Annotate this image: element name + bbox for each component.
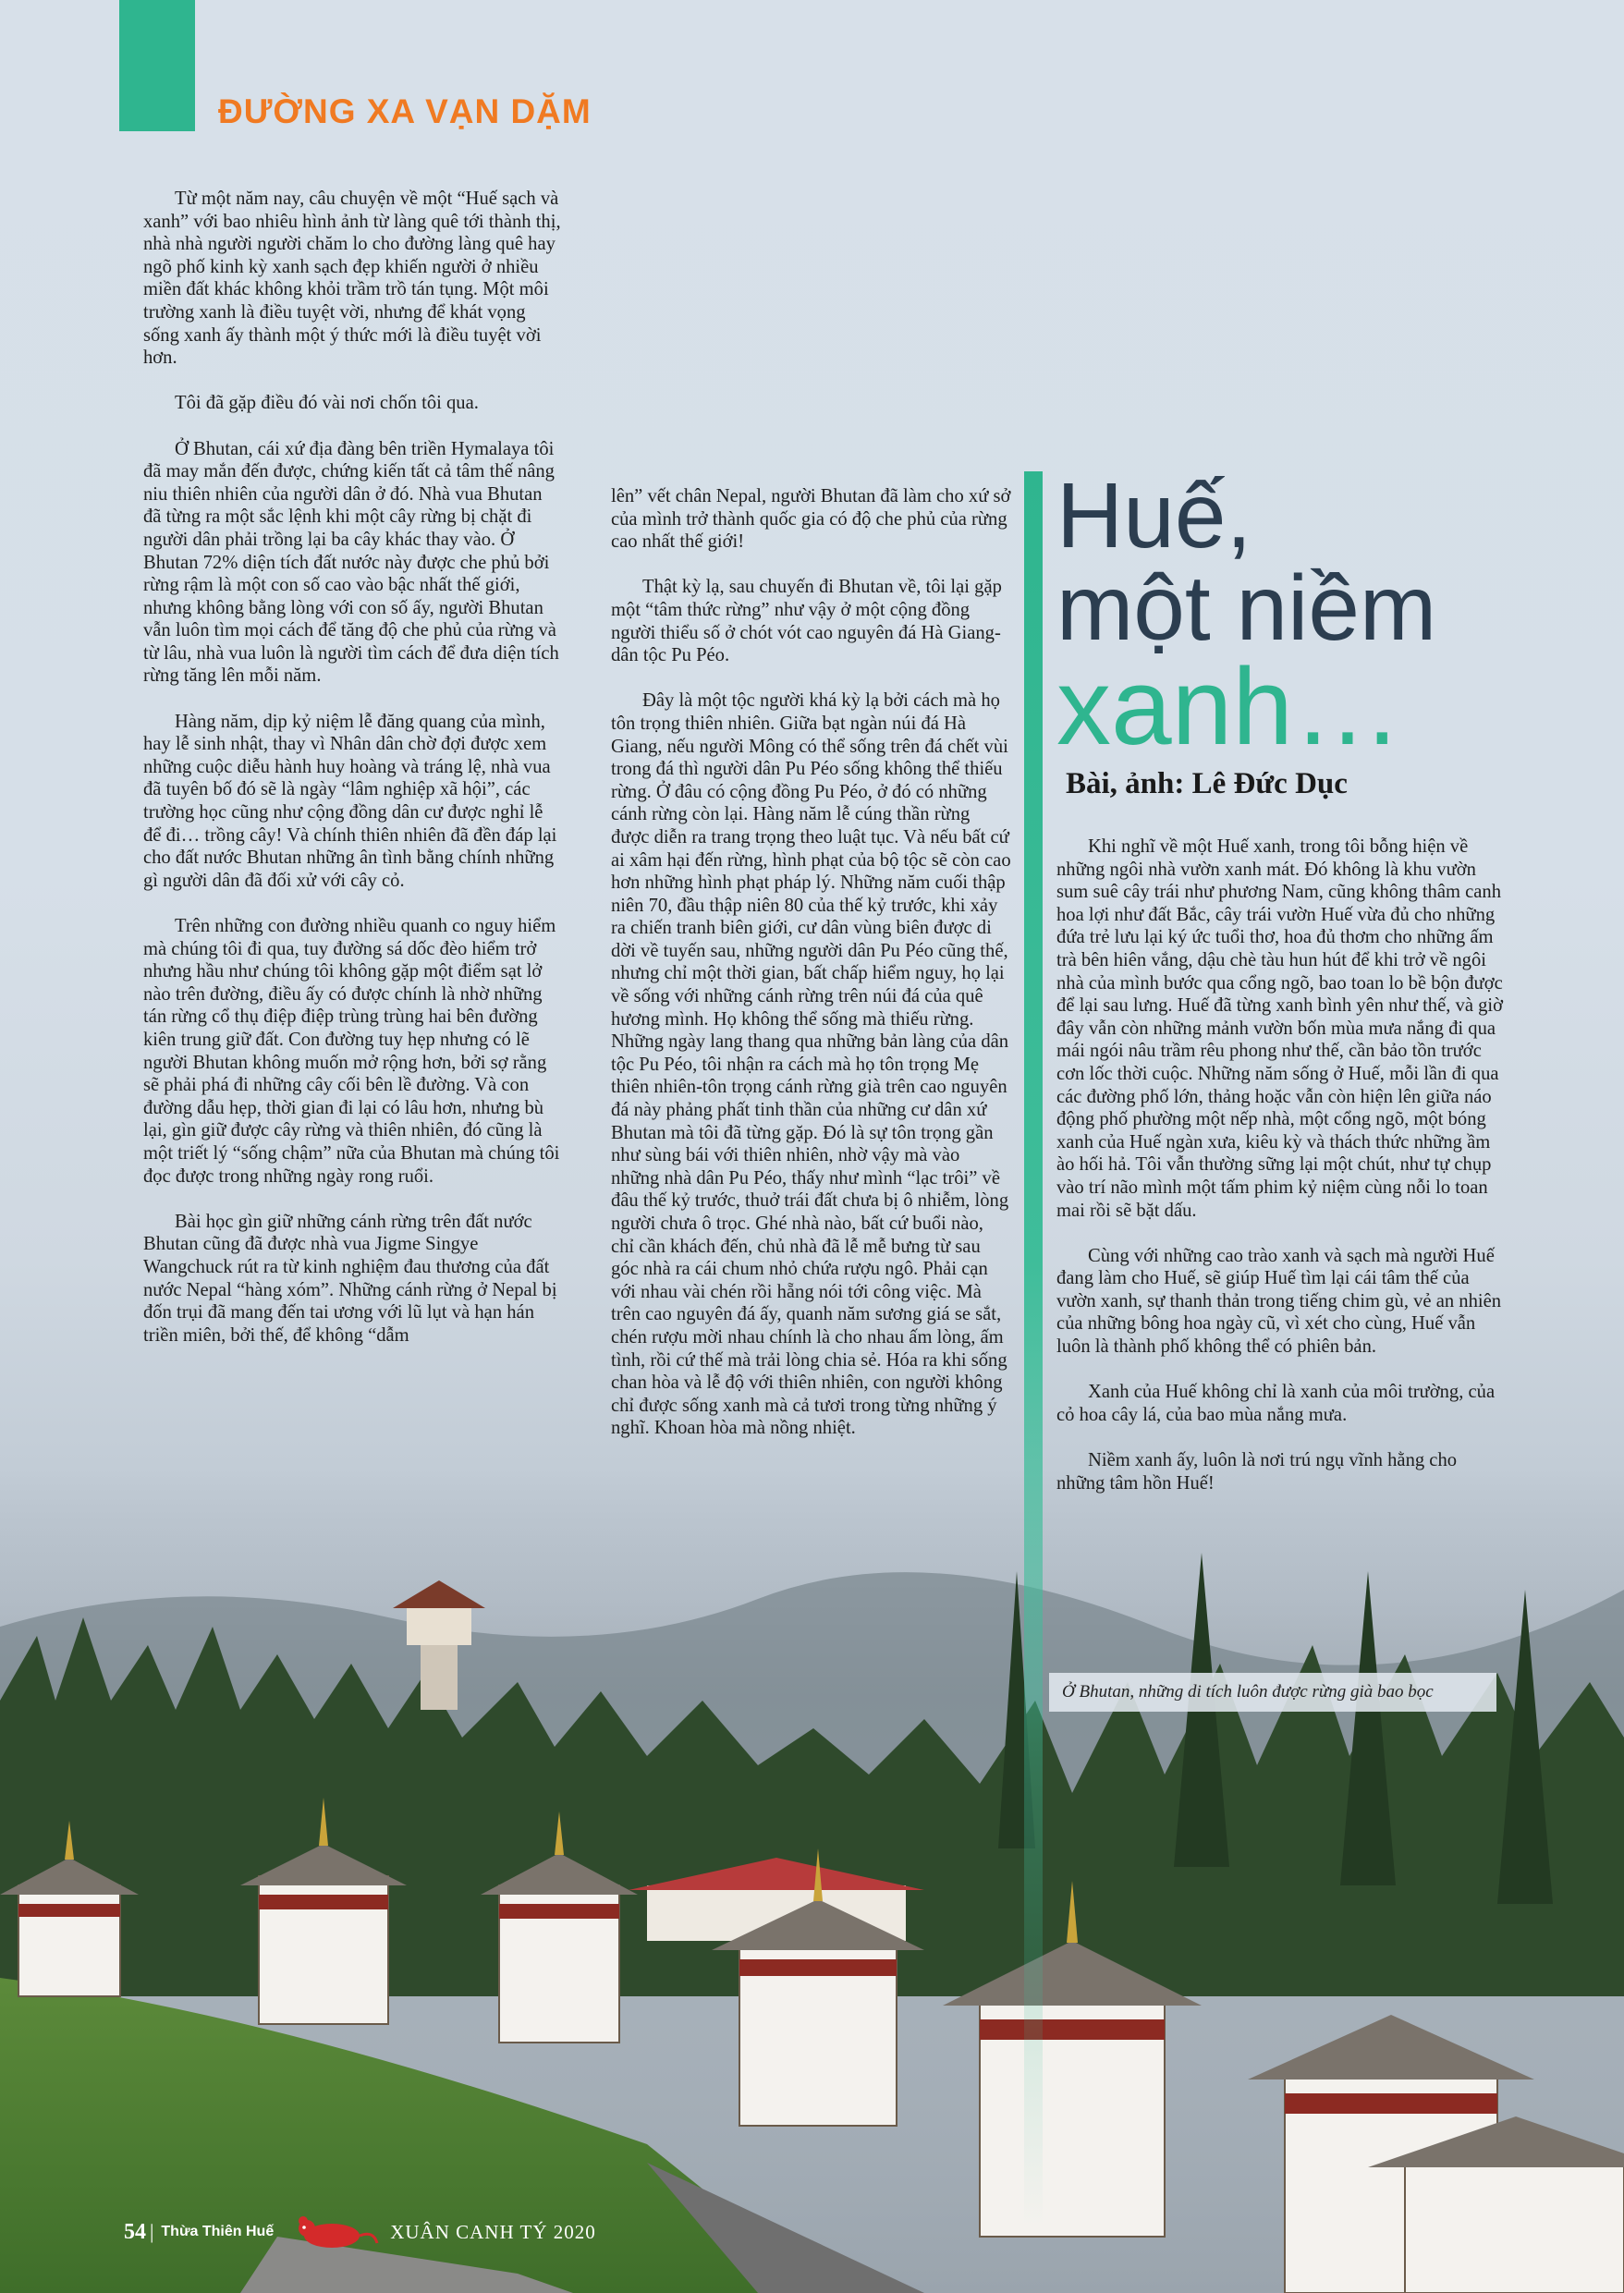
paragraph: Xanh của Huế không chỉ là xanh của môi trường, của cỏ hoa cây lá, của bao mùa nắng mưa. <box>1056 1382 1496 1425</box>
paragraph: Thật kỳ lạ, sau chuyến đi Bhutan về, tôi lại gặp một “tâm thức rừng” như vậy ở một cộng đồng người thiểu số ở chót vót cao nguyên đá Hà Giang-dân tộc Pu Péo. <box>611 577 1002 666</box>
article-column-3 <box>1056 835 1508 1518</box>
paragraph: Khi nghĩ về một Huế xanh, trong tôi bỗng hiện về những ngôi nhà vườn xanh mát. Đó không là khu vườn sum suê cây trái như phương Nam, cũng không thâm canh hoa lợi như đất Bắc, cây trái vườn Huế vừa đủ cho những đứa trẻ lưu lại ký ức tuổi thơ, hoa đủ thơm cho những ấm trà bên hiên vắng, dậu chè tàu hun hút để khi trở về ngôi nhà của mình bước qua cổng ngõ, bao toan lo bề bộn được để lại sau lưng. Huế đã từng xanh bình yên như thế, và giờ đây vẫn còn những mảnh vườn bốn mùa mưa nắng đi qua mái ngói nâu trầm rêu phong như thế, cần bảo tồn trước cơn lốc thời cuộc. Những năm sống ở Huế, mỗi lần đi qua các đường phố lớn, thảng hoặc vẫn còn hiện lên giữa náo động phố phường một nếp nhà, một cổng ngõ, một bóng xanh của Huế ngàn xưa, kiêu kỳ và thách thức những ầm ào hối hả. Tôi vẫn thường sững lại một chút, như tự chụp vào trí não mình một tấm phim kỷ niệm cùng nỗi lo toan mai rồi sẽ bặt dấu. <box>1056 836 1504 1221</box>
article-column-2 <box>611 485 1011 1463</box>
headline <box>1056 464 1437 768</box>
page-footer <box>124 2214 596 2250</box>
magazine-name: Thừa Thiên Huế <box>161 2224 275 2239</box>
headline-line-2: một niềm <box>1056 556 1437 660</box>
section-title: ĐƯỜNG XA VẠN DẶM <box>218 92 592 130</box>
paragraph: Tôi đã gặp điều đó vài nơi chốn tôi qua. <box>175 393 479 414</box>
page-number: 54 <box>124 2219 146 2244</box>
paragraph: Trên những con đường nhiều quanh co nguy hiểm mà chúng tôi đi qua, tuy đường sá dốc đèo hiểm trở nhưng hầu như chúng tôi không gặp một điểm sạt lở nào trên đường, điều ấy có được chính là nhờ những tán rừng cổ thụ điệp điệp trùng trùng hai bên đường kiên trung giữ đất. Con đường tuy hẹp nhưng có lẽ người Bhutan không muốn mở rộng hơn, bởi sợ rằng sẽ phải phá đi những cây cối bên lề đường. Và con đường dẫu hẹp, thời gian đi lại có lâu hơn, nhưng bù lại, gìn giữ được cây rừng và thiên nhiên, đó cũng là một triết lý “sống chậm” nữa của Bhutan mà chúng tôi đọc được trong những ngày rong ruổi. <box>143 916 560 1187</box>
paragraph: Đây là một tộc người khá kỳ lạ bởi cách mà họ tôn trọng thiên nhiên. Giữa bạt ngàn núi đá Hà Giang, nếu người Mông có thể sống trên đá chết vùi trong đá thì người dân Pu Péo sống không thể thiếu rừng. Ở đâu có cộng đồng Pu Péo, ở đó có những cánh rừng còn lại. Hàng năm lễ cúng thần rừng được diễn ra trang trọng theo luật tục. Và nếu bất cứ ai xâm hại đến rừng, hình phạt của bộ tộc sẽ còn cao hơn những hình phạt pháp lý. Những năm cuối thập niên 70, đầu thập niên 80 của thế kỷ trước, khi xảy ra chiến tranh biên giới, cư dân vùng biên được di dời về tuyến sau, những người dân Pu Péo cũng thế, nhưng chỉ một thời gian, bất chấp hiểm nguy, họ lại về sống với những cánh rừng trên núi đá của quê hương mình. Họ không thể sống mà thiếu rừng. Những ngày lang thang qua những bản làng của dân tộc Pu Péo, tôi nhận ra cách mà họ tôn trọng Mẹ thiên nhiên-tôn trọng cánh rừng già trên cao nguyên đá này phảng phất tinh thần của những cư dân xứ Bhutan mà tôi đã từng gặp. Đó là sự tôn trọng gần như sùng bái với thiên nhiên, nhờ vậy mà vào những nhà dân Pu Péo, thấy như mình “lạc trôi” về đâu thế kỷ trước, thuở trái đất chưa bị ô nhiễm, lòng người chưa ô trọc. Ghé nhà nào, bất cứ buổi nào, chỉ cần khách đến, chủ nhà đã lễ mễ bưng từ sau góc nhà ra cái chum nhỏ chứa rượu ngô. Phải cạn với nhau vài chén rồi hẵng nói tới công việc. Mà trên cao nguyên đá ấy, quanh năm sương giá se sắt, chén rượu mời nhau chính là cho nhau ấm lòng, ấm tình, rồi cứ thế mà trải lòng chia sẻ. Hóa ra khi sống chan hòa và lễ độ với thiên nhiên, con người không chỉ được sống xanh mà cả tươi trong từng những ý nghĩ. Khoan hòa mà nồng nhiệt. <box>611 690 1011 1439</box>
paragraph: Niềm xanh ấy, luôn là nơi trú ngụ vĩnh hằng cho những tâm hồn Huế! <box>1056 1450 1458 1494</box>
paragraph: Ở Bhutan, cái xứ địa đàng bên triền Hymalaya tôi đã may mắn đến được, chứng kiến tất cả tâm thế nâng niu thiên nhiên của người dân ở đó. Nhà vua Bhutan đã từng ra một sắc lệnh khi một cây rừng bị chặt đi người dân phải trồng lại ba cây khác thay vào. Ở Bhutan 72% diện tích đất nước này được che phủ bởi rừng rậm là một con số cao vào bậc nhất thế giới, nhưng không bằng lòng với con số ấy, người Bhutan vẫn luôn tìm mọi cách để tăng độ che phủ của rừng và từ lâu, nhà vua luôn là người tìm cách để đưa diện tích rừng tăng lên mỗi năm. <box>143 438 559 687</box>
paragraph: Cùng với những cao trào xanh và sạch mà người Huế đang làm cho Huế, sẽ giúp Huế tìm lại cái tâm thế của vườn xanh, sự thanh thản trong tiếng chim gù, vẻ an nhiên của những bông hoa ngày cũ, vì xét cho cùng, Huế vẫn luôn là thành phố không thể có phiên bản. <box>1056 1245 1502 1358</box>
section-tab-bar <box>119 0 195 131</box>
headline-line-1: Huế, <box>1056 464 1252 567</box>
footer-separator: | <box>150 2220 154 2243</box>
bhutan-stupa-photo <box>0 1516 1624 2293</box>
photo-caption: Ở Bhutan, những di tích luôn được rừng già bao bọc <box>1049 1673 1496 1712</box>
article-column-1 <box>143 188 564 1370</box>
headline-line-3: xanh… <box>1056 646 1402 768</box>
paragraph: Bài học gìn giữ những cánh rừng trên đất nước Bhutan cũng đã được nhà vua Jigme Singye Wangchuck rút ra từ kinh nghiệm đau thương của đất nước Nepal “hàng xóm”. Những cánh rừng ở Nepal bị đốn trụi đã mang đến tai ương với lũ lụt và hạn hán triền miên, bởi thế, để không “dẫm <box>143 1211 557 1346</box>
byline: Bài, ảnh: Lê Đức Dục <box>1066 767 1348 800</box>
paragraph: Hàng năm, dịp kỷ niệm lễ đăng quang của mình, hay lễ sinh nhật, thay vì Nhân dân chờ đợi được xem những cuộc diễu hành huy hoàng và tráng lệ, nhà vua đã tuyên bố đó sẽ là ngày “lâm nghiệp xã hội”, các trường học cũng như cộng đồng dân cư được nghỉ lễ để đi… trồng cây! Và chính thiên nhiên đã đền đáp lại cho đất nước Bhutan những ân tình bằng chính những gì người dân đã đối xử với cây cỏ. <box>143 711 557 891</box>
paragraph: lên” vết chân Nepal, người Bhutan đã làm cho xứ sở của mình trở thành quốc gia có độ che phủ của rừng cao nhất thế giới! <box>611 486 1011 553</box>
headline-accent-bar <box>1024 471 1043 2227</box>
issue-label: XUÂN CANH TÝ 2020 <box>390 2220 596 2243</box>
rat-zodiac-icon <box>281 2212 383 2252</box>
paragraph: Từ một năm nay, câu chuyện về một “Huế sạch và xanh” với bao nhiêu hình ảnh từ làng quê tới thành thị, nhà nhà người người chăm lo cho đường làng quê hay ngõ phố kinh kỳ xanh sạch đẹp khiến người ở nhiều miền đất khác không khỏi trầm trồ tán tụng. Một môi trường xanh là điều tuyệt vời, nhưng để khát vọng sống xanh ấy thành một ý thức mới là điều tuyệt vời hơn. <box>143 189 561 369</box>
